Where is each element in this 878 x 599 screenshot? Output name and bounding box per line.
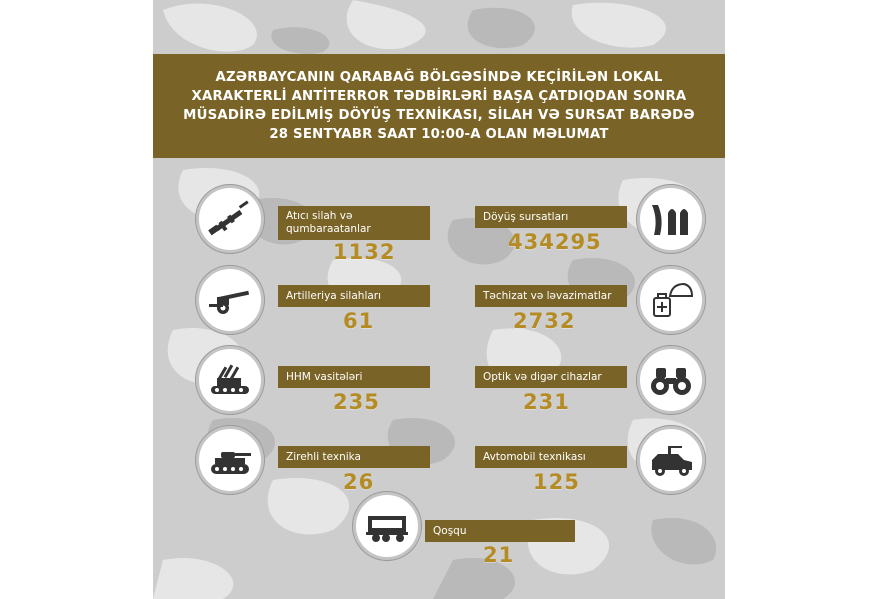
item-4-icon-circle [196,346,264,414]
infographic-poster [153,0,725,599]
artillery-cannon-icon [207,280,253,320]
infographic-title: AZƏRBAYCANIN QARABAĞ BÖLGƏSİNDƏ KEÇİRİLƏN LOKAL XARAKTERLİ ANTİTERROR TƏDBİRLƏRİ BAŞA ÇATDIQDAN SONRA MÜSADİRƏ EDİLMİŞ DÖYÜŞ TEXNİKASI, SİLAH VƏ SURSAT BARƏDƏ 28 SENTYABR SAAT 10:00-A OLAN MƏLUMAT [183,70,695,142]
item-6-icon-circle [196,426,264,494]
item-3-value: 2732 [513,309,576,333]
item-5-icon-circle [637,346,705,414]
rifle-icon [207,199,253,239]
item-5-label: Optik və digər cihazlar [475,366,627,388]
item-6-label: Zirehli texnika [278,446,430,468]
item-2-label: Artilleriya silahları [278,285,430,307]
item-4-value: 235 [333,390,380,414]
item-1-label: Döyüş sursatları [475,206,627,228]
military-vehicle-icon [648,440,694,480]
item-7-label: Avtomobil texnikası [475,446,627,468]
anti-aircraft-vehicle-icon [207,360,253,400]
item-1-value: 434295 [508,230,602,254]
item-7-icon-circle [637,426,705,494]
item-3-label: Təchizat və ləvazimatlar [475,285,627,307]
item-0-icon-circle [196,185,264,253]
item-3-icon-circle [637,266,705,334]
item-8-label: Qoşqu [425,520,575,542]
item-6-value: 26 [343,470,375,494]
tank-icon [207,440,253,480]
item-0-value: 1132 [333,240,396,264]
item-1-icon-circle [637,185,705,253]
item-0-label: Atıcı silah və qumbaraatanlar [278,206,430,240]
item-5-value: 231 [523,390,570,414]
item-7-value: 125 [533,470,580,494]
item-2-value: 61 [343,309,375,333]
trailer-icon [364,506,410,546]
item-8-value: 21 [483,543,515,567]
item-2-icon-circle [196,266,264,334]
title-banner [153,54,725,158]
helmet-medkit-icon [648,280,694,320]
item-8-icon-circle [353,492,421,560]
ammunition-icon [648,199,694,239]
item-5-label-hhm: HHM vasitələri [278,366,430,388]
binoculars-icon [648,360,694,400]
